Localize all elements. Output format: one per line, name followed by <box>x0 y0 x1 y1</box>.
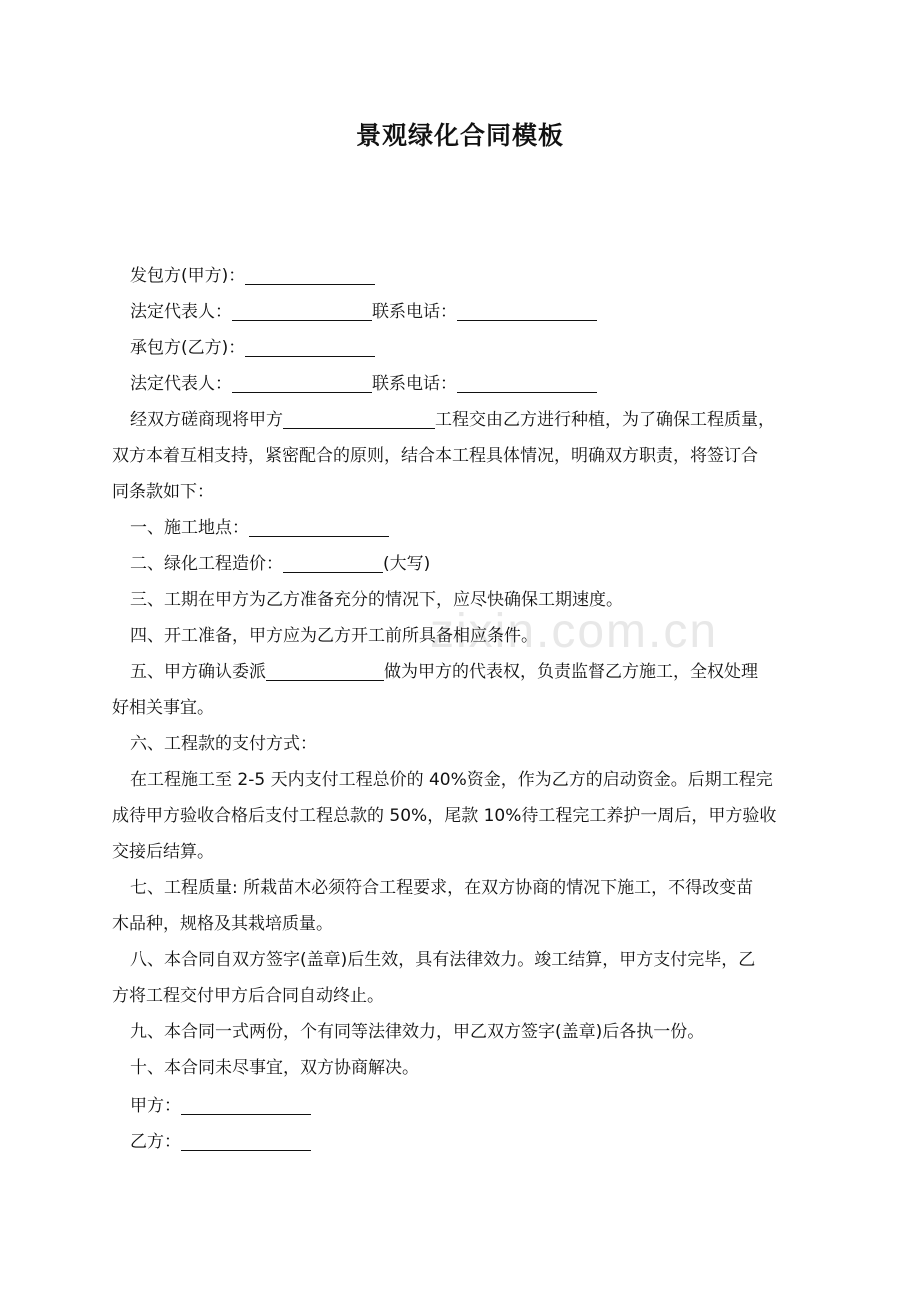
clause-3: 三、工期在甲方为乙方准备充分的情况下，应尽快确保工期速度。 <box>130 590 623 610</box>
party-b-label: 承包方(乙方)： <box>130 338 246 358</box>
clause-1-label: 一、施工地点： <box>130 518 249 538</box>
clause-5-text-b: 做为甲方的代表权，负责监督乙方施工，全权处理 <box>384 662 758 682</box>
party-a-label: 发包方(甲方)： <box>130 266 246 286</box>
clause-2-suffix: (大写) <box>383 554 431 574</box>
clause-8-line-2: 方将工程交付甲方后合同自动终止。 <box>112 986 384 1006</box>
project-name-blank <box>283 408 435 429</box>
party-a-blank <box>245 264 375 285</box>
clause-8-line-1: 八、本合同自双方签字(盖章)后生效，具有法律效力。竣工结算，甲方支付完毕，乙 <box>130 950 756 970</box>
phone-blank-2 <box>457 372 597 393</box>
legal-rep-line-2 <box>112 366 830 402</box>
clause-6: 六、工程款的支付方式： <box>130 734 317 754</box>
clause-1 <box>112 510 830 546</box>
clause-5-line-2: 好相关事宜。 <box>112 698 214 718</box>
intro-line-2: 双方本着互相支持，紧密配合的原则，结合本工程具体情况，明确双方职责，将签订合 <box>112 446 758 466</box>
clause-2-label: 二、绿化工程造价： <box>130 554 283 574</box>
signature-a-blank <box>181 1094 311 1115</box>
intro-text-1b: 工程交由乙方进行种植，为了确保工程质量， <box>435 410 775 430</box>
clause-6-line-3: 交接后结算。 <box>112 842 214 862</box>
document-title: 景观绿化合同模板 <box>355 121 564 150</box>
clause-5-line-1 <box>112 654 830 690</box>
party-b-line <box>112 330 830 366</box>
phone-blank-1 <box>457 300 597 321</box>
clause-4: 四、开工准备，甲方应为乙方开工前所具备相应条件。 <box>130 626 538 646</box>
legal-rep-blank-2 <box>232 372 372 393</box>
signature-a-label: 甲方： <box>130 1096 181 1116</box>
clause-7-line-1: 七、工程质量: 所栽苗木必须符合工程要求，在双方协商的情况下施工，不得改变苗 <box>130 878 754 898</box>
clause-2 <box>112 546 830 582</box>
clause-6-line-1: 在工程施工至 2-5 天内支付工程总价的 40%资金，作为乙方的启动资金。后期工程完 <box>130 770 773 790</box>
clause-10: 十、本合同未尽事宜，双方协商解决。 <box>130 1058 419 1078</box>
intro-line-1 <box>112 402 830 438</box>
intro-line-3: 同条款如下： <box>112 482 214 502</box>
signature-b-blank <box>181 1130 311 1151</box>
legal-rep-blank-1 <box>232 300 372 321</box>
watermark: zixin.com.cn <box>430 605 719 658</box>
legal-rep-line-1 <box>112 294 830 330</box>
phone-label-2: 联系电话： <box>372 374 457 394</box>
signature-a-line <box>112 1088 830 1124</box>
party-a-line <box>112 258 830 294</box>
party-b-blank <box>245 336 375 357</box>
legal-rep-label-2: 法定代表人： <box>130 374 232 394</box>
phone-label-1: 联系电话： <box>372 302 457 322</box>
price-blank <box>283 552 383 573</box>
representative-blank <box>266 660 384 681</box>
site-blank <box>249 516 389 537</box>
clause-9: 九、本合同一式两份，个有同等法律效力，甲乙双方签字(盖章)后各执一份。 <box>130 1022 705 1042</box>
clause-5-text-a: 五、甲方确认委派 <box>130 662 266 682</box>
legal-rep-label-1: 法定代表人： <box>130 302 232 322</box>
intro-text-1a: 经双方磋商现将甲方 <box>130 410 283 430</box>
clause-7-line-2: 木品种，规格及其栽培质量。 <box>112 914 333 934</box>
signature-b-line <box>112 1124 830 1160</box>
clause-6-line-2: 成待甲方验收合格后支付工程总款的 50%，尾款 10%待工程完工养护一周后，甲方验收 <box>112 806 777 826</box>
signature-b-label: 乙方： <box>130 1132 181 1152</box>
